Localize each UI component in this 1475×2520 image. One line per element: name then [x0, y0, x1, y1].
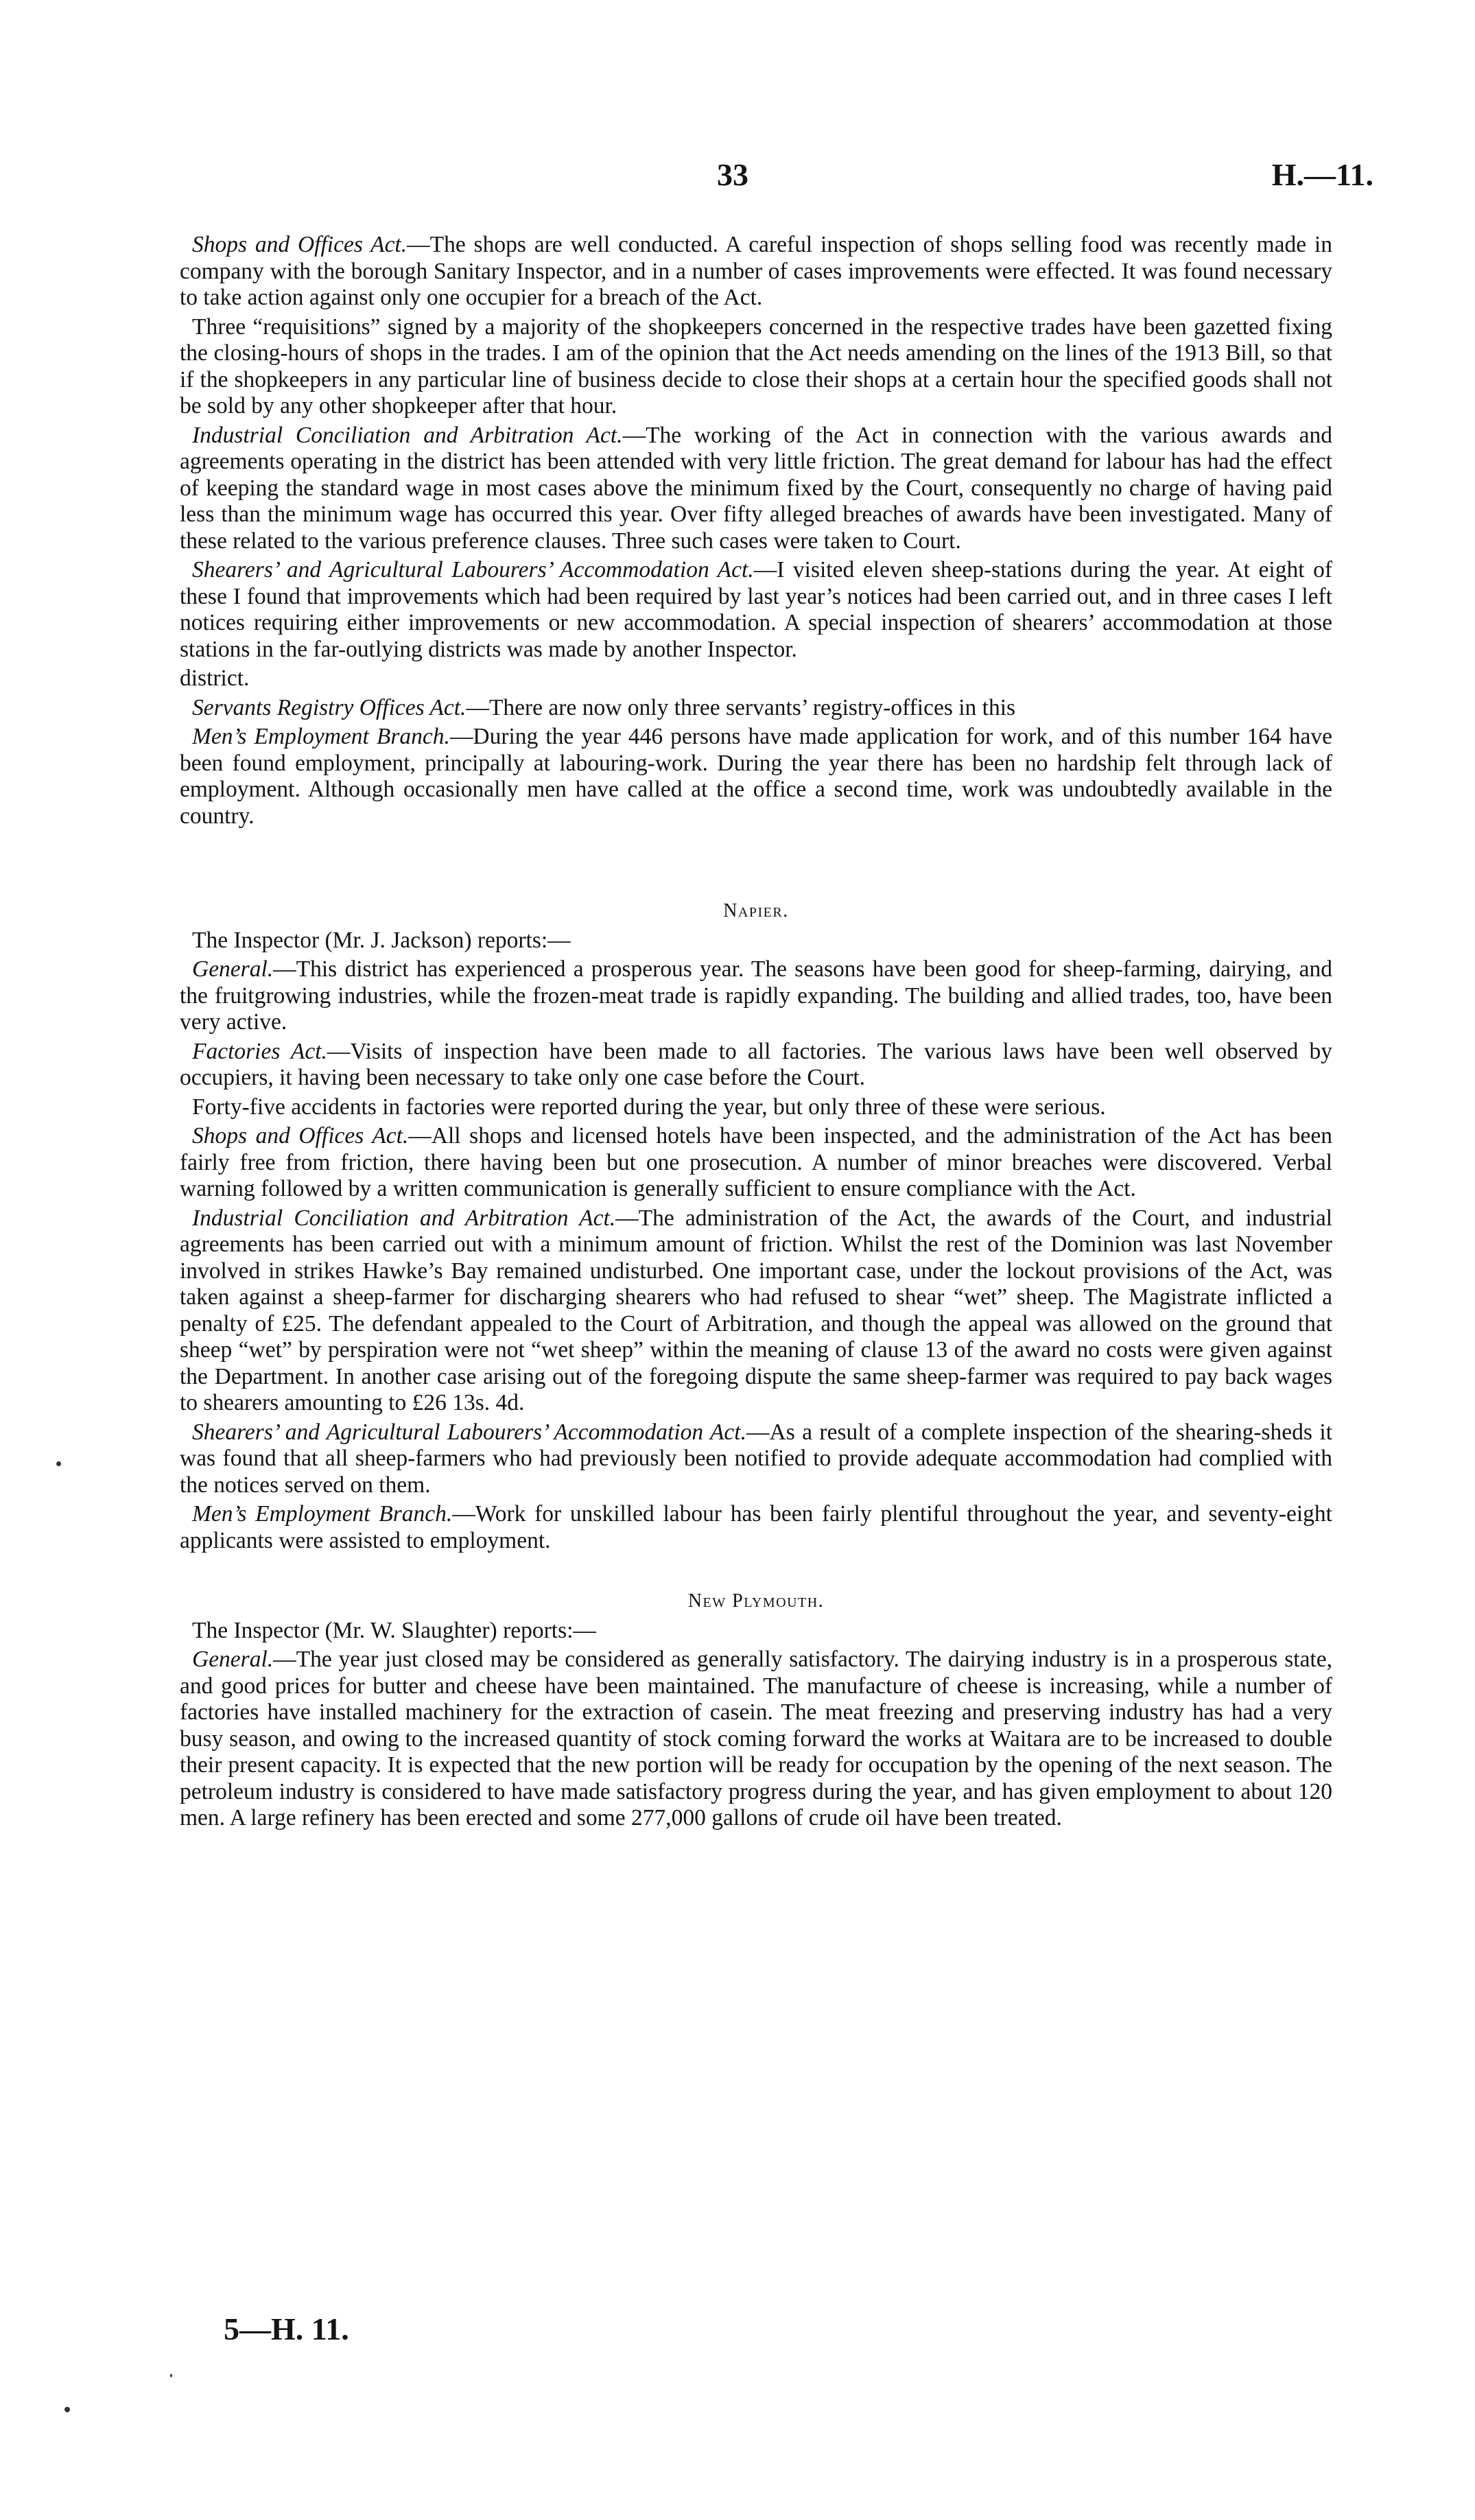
paragraph-lead: Shearers’ and Agricultural Labourers’ Accommodation Act. [192, 557, 754, 582]
paragraph-text: —During the year 446 persons have made application for work, and of this number 164 have been found employment, principally at labouring-work. During the year there has been no hardship felt through lack of employment. Although occasionally men have called at the office a second time, work was undoubtedly available in the country. [180, 724, 1333, 829]
paragraph [180, 1094, 1332, 1121]
paragraph-text: —All shops and licensed hotels have been inspected, and the administration of the Act has been fairly free from friction, there having been but one prosecution. A number of minor breaches were discovered. Verbal warning followed by a written communication is generally sufficient to ensure compliance with the Act. [180, 1123, 1332, 1201]
paragraph-lead: General. [192, 956, 274, 982]
paragraph-text: —The working of the Act in connection with the various awards and agreements operating in the district has been attended with very little friction. The great demand for labour has had the effect of keeping the standard wage in most cases above the minimum fixed by the Court, consequently no charge of having paid less than the minimum wage has occurred this year. Over fifty alleged breaches of awards have been investigated. Many of these related to the various preference clauses. Three such cases were taken to Court. [180, 422, 1332, 554]
paragraph-text: Forty-five accidents in factories were reported during the year, but only three of these were serious. [192, 1094, 1106, 1120]
paragraph [180, 1205, 1332, 1417]
paragraph-lead: General. [192, 1647, 274, 1672]
paragraph-text: district. [180, 666, 250, 691]
document-reference: H.—11. [1271, 157, 1373, 192]
paragraph-lead: Factories Act. [192, 1038, 327, 1064]
paragraph-text: —Work for unskilled labour has been fairly plentiful throughout the year, and seventy-eight applicants were assisted to employment. [180, 1501, 1332, 1553]
paragraph-text: —The year just closed may be considered as generally satisfactory. The dairying industry is in a prosperous state, and good prices for butter and cheese have been maintained. The manufacture of cheese is increasing, while a number of factories have installed machinery for the extraction of casein. The meat freezing and preserving industry has had a very busy season, and owing to the increased quantity of stock coming forward the works at Waitara are to be increased to double their present capacity. It is expected that the new portion will be ready for occupation by the opening of the next season. The petroleum industry is considered to have made satisfactory progress during the year, and has given employment to about 120 men. A large refinery has been erected and some 277,000 gallons of crude oil have been treated. [180, 1647, 1332, 1830]
paragraph [180, 1039, 1332, 1092]
paragraph-text: —I visited eleven sheep-stations during the year. At eight of these I found that improvements which had been required by last year’s notices had been carried out, and in three cases I left notices requiring either improvements or new accommodation. A special inspection of shearers’ accommodation at those stations in the far-outlying districts was made by another Inspector. [180, 557, 1332, 662]
paragraph-text: Three “requisitions” signed by a majority of the shopkeepers concerned in the respective trades have been gazetted fixing the closing-hours of shops in the trades. I am of the opinion that the Act needs amending on the lines of the 1913 Bill, so that if the shopkeepers in any particular line of business decide to close their shops at a certain hour the specified goods shall not be sold by any other shopkeeper after that hour. [180, 314, 1332, 419]
scan-speck [170, 2374, 172, 2377]
paragraph-lead: Shops and Offices Act. [192, 1123, 409, 1149]
paragraph-lead: Industrial Conciliation and Arbitration Act. [192, 1205, 616, 1231]
paragraph [180, 1123, 1332, 1203]
scan-speck [56, 1461, 61, 1466]
paragraph [180, 1647, 1332, 1832]
paragraph [180, 695, 1332, 722]
paragraph-text: —As a result of a complete inspection of the shearing-sheds it was found that all sheep-farmers who had previously been notified to provide adequate accommodation had complied with the notices served on them. [180, 1419, 1332, 1498]
footer-signature: 5—H. 11. [224, 2311, 349, 2346]
paragraph [180, 1501, 1332, 1554]
paragraph-text: —There are now only three servants’ registry-offices in this [466, 694, 1016, 720]
paragraph [180, 1420, 1332, 1499]
paragraph-lead: Shearers’ and Agricultural Labourers’ Accommodation Act. [192, 1419, 746, 1445]
paragraph-lead: Servants Registry Offices Act. [192, 694, 467, 720]
paragraph [180, 314, 1332, 420]
section-spacer [180, 832, 1332, 898]
paragraph-text: —The shops are well conducted. A careful inspection of shops selling food was recently made in company with the borough Sanitary Inspector, and in a number of cases improvements were effected. It was found necessary to take action against only one occupier for a breach of the Act. [180, 232, 1332, 310]
paragraph-lead: Men’s Employment Branch. [192, 724, 450, 749]
inspector-intro: The Inspector (Mr. J. Jackson) reports:— [192, 927, 571, 953]
report-body [180, 232, 1332, 1835]
paragraph [180, 666, 1332, 692]
paragraph-lead: Industrial Conciliation and Arbitration Act. [192, 422, 623, 448]
section-heading-new-plymouth: New Plymouth. [687, 1590, 825, 1612]
section-spacer [180, 1557, 1332, 1588]
paragraph-lead: Shops and Offices Act. [192, 232, 408, 257]
paragraph [180, 423, 1332, 555]
page-number: 33 [717, 157, 748, 192]
scan-speck [64, 2407, 70, 2412]
paragraph-lead: Men’s Employment Branch. [192, 1501, 453, 1527]
paragraph [180, 724, 1332, 829]
paragraph-text: —This district has experienced a prosperous year. The seasons have been good for sheep-farming, dairying, and the fruitgrowing industries, while the frozen-meat trade is rapidly expanding. The building and allied trades, too, have been very active. [180, 956, 1332, 1035]
inspector-intro: The Inspector (Mr. W. Slaughter) reports:— [192, 1617, 596, 1643]
paragraph [180, 232, 1332, 311]
paragraph [180, 557, 1332, 663]
section-heading-napier: Napier. [723, 900, 789, 921]
paragraph-text: —The administration of the Act, the awards of the Court, and industrial agreements has been carried out with a minimum amount of friction. Whilst the rest of the Dominion was last November involved in strikes Hawke’s Bay remained undisturbed. One important case, under the lockout provisions of the Act, was taken against a sheep-farmer for discharging shearers who had refused to shear “wet” sheep. The Magistrate inflicted a penalty of £25. The defendant appealed to the Court of Arbitration, and though the appeal was allowed on the ground that sheep “wet” by perspiration were not “wet sheep” within the meaning of clause 13 of the award no costs were given against the Department. In another case arising out of the foregoing dispute the same sheep-farmer was required to pay back wages to shearers amounting to £26 13s. 4d. [180, 1205, 1332, 1415]
paragraph-text: —Visits of inspection have been made to all factories. The various laws have been well observed by occupiers, it having been necessary to take only one case before the Court. [180, 1038, 1332, 1090]
paragraph [180, 956, 1332, 1036]
